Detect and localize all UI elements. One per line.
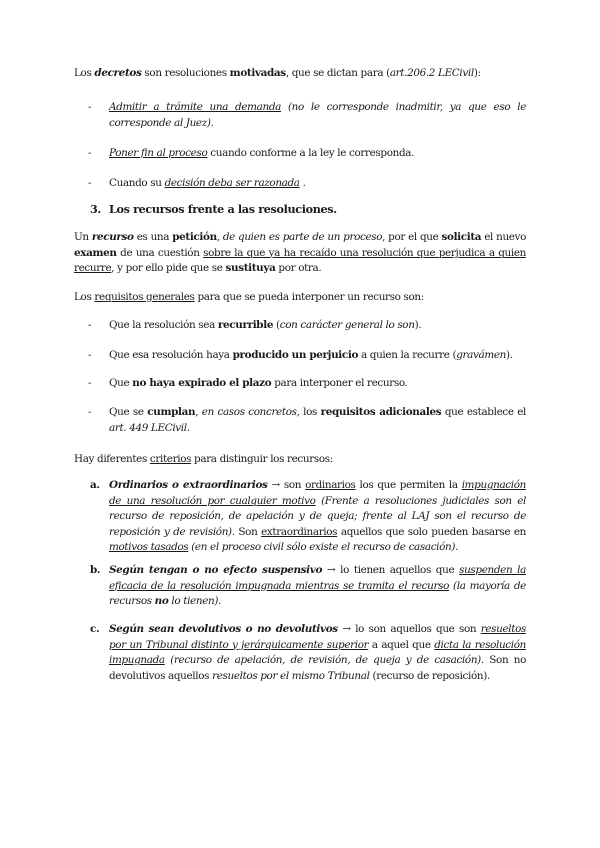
- dash-marker: -: [88, 147, 92, 159]
- dash-marker: -: [88, 319, 92, 331]
- term-motivadas: motivadas: [229, 67, 286, 79]
- section-heading: [90, 202, 337, 218]
- text: Que se: [109, 406, 148, 418]
- text: ).: [414, 319, 422, 331]
- text: para distinguir los recursos:: [191, 453, 333, 465]
- text: criterios: [149, 453, 192, 465]
- text: que establece el: [441, 406, 527, 418]
- text: Que: [109, 377, 133, 389]
- dash-marker: -: [88, 406, 92, 418]
- text: no: [154, 595, 169, 607]
- text: → son: [267, 479, 306, 491]
- text: (recurso de apelación, de revisión, de queja y de casación): [164, 654, 481, 666]
- text: ,: [195, 406, 202, 418]
- text: dicta la resolución impugnada: [109, 638, 527, 666]
- text: . Son: [231, 525, 262, 538]
- text: de una cuestión: [116, 246, 204, 259]
- list-item: [74, 146, 526, 162]
- text: cumplan: [147, 406, 196, 418]
- text: son resoluciones: [141, 67, 230, 79]
- text: requisitos adicionales: [320, 406, 442, 418]
- text: los que permiten la: [355, 479, 462, 491]
- text: . Son no devolutivos aquellos: [109, 654, 526, 682]
- requisitos-intro: [74, 290, 526, 306]
- text: en casos concretos: [201, 406, 297, 418]
- recurso-definition: [74, 230, 526, 277]
- text: .: [455, 541, 459, 553]
- text: , por el que: [382, 231, 442, 243]
- text: (Frente a resoluciones judiciales son el recurso de reposición, de apelación y de queja; frente al LAJ son el recurso de reposición y de revisión): [109, 494, 527, 538]
- text: , los: [296, 406, 321, 418]
- text: motivos tasados: [109, 541, 189, 553]
- text: resueltos por un Tribunal distinto y jerárquicamente superior: [109, 623, 526, 651]
- text: art. 449 LECivil: [109, 421, 187, 434]
- criterion-title: Según sean devolutivos o no devolutivos: [109, 623, 338, 635]
- text: Que esa resolución haya: [109, 349, 233, 361]
- article-ref: art.206.2 LECivil: [389, 67, 474, 79]
- text: no haya expirado el plazo: [132, 377, 272, 389]
- text: producido un perjuicio: [232, 349, 359, 361]
- text: extraordinarios: [261, 525, 338, 538]
- text: el nuevo: [481, 231, 527, 243]
- text: (en el proceso civil sólo existe el recurso de casación): [188, 541, 456, 553]
- term-recurso: recurso: [91, 231, 134, 243]
- list-letter: c.: [90, 623, 100, 635]
- term-solicita: solicita: [441, 231, 482, 243]
- criterion-item-b: [90, 563, 526, 610]
- decretos-intro: [74, 66, 526, 82]
- text: , que se dictan para (: [285, 67, 390, 79]
- term-sustituya: sustituya: [225, 262, 276, 274]
- text: Hay diferentes: [74, 453, 150, 465]
- list-letter: b.: [90, 564, 101, 576]
- text: ordinarios: [305, 479, 356, 491]
- text: para que se pueda interponer un recurso son:: [194, 291, 424, 303]
- text: .: [299, 177, 306, 189]
- criterios-intro: [74, 452, 526, 468]
- dash-marker: -: [88, 177, 92, 189]
- text: → lo tienen aquellos que: [322, 564, 460, 576]
- text: es una: [133, 231, 173, 243]
- text: cuando conforme a la ley le corresponda.: [207, 147, 415, 159]
- dash-marker: -: [88, 101, 92, 113]
- list-letter: a.: [90, 479, 100, 491]
- term-peticion: petición: [172, 231, 217, 243]
- criterion-item-c: [90, 622, 526, 684]
- list-item: [74, 100, 526, 131]
- text: para interponer el recurso.: [271, 377, 408, 389]
- list-item: [74, 348, 526, 364]
- text: con carácter general lo son: [279, 319, 415, 331]
- list-item: [74, 376, 526, 392]
- text: .: [186, 421, 190, 434]
- term-decretos: decretos: [94, 67, 142, 79]
- list-item: [74, 176, 526, 192]
- text: decisión deba ser razonada: [164, 177, 300, 189]
- text: Los: [74, 67, 95, 79]
- text: Admitir a trámite una demanda: [109, 101, 281, 113]
- criterion-title: Ordinarios o extraordinarios: [109, 479, 268, 491]
- text: recurrible: [217, 319, 274, 331]
- text: (no le corresponde inadmitir, ya que eso le corresponde al Juez).: [109, 101, 526, 129]
- text: Que la resolución sea: [109, 319, 218, 331]
- text: ):: [473, 67, 481, 79]
- text: gravámen: [456, 349, 506, 361]
- text: (: [273, 319, 280, 331]
- text: requisitos generales: [94, 291, 195, 303]
- text: suspenden la eficacia de la resolución impugnada mientras se tramita el recurso: [109, 564, 526, 592]
- text: a aquel que: [368, 638, 435, 651]
- text: Cuando su: [109, 177, 165, 189]
- text: resueltos por el mismo Tribunal: [212, 669, 370, 682]
- dash-marker: -: [88, 377, 92, 389]
- term-examen: examen: [74, 246, 117, 259]
- text: sobre la que ya ha recaído una resolución que perjudica a quien recurre: [74, 246, 526, 274]
- text: → lo son aquellos que son: [337, 623, 481, 635]
- text: , y por ello pide que se: [111, 262, 226, 274]
- text: (recurso de reposición).: [369, 669, 490, 682]
- criterion-item-a: [90, 478, 526, 556]
- list-item: [74, 318, 526, 334]
- text: Un: [74, 231, 92, 243]
- list-item: [74, 405, 526, 436]
- criterion-title: Según tengan o no efecto suspensivo: [109, 564, 323, 576]
- text: impugnación de una resolución por cualquier motivo: [109, 479, 527, 507]
- text: Los: [74, 291, 95, 303]
- text: a quien la recurre (: [358, 349, 457, 361]
- section-number: 3.: [90, 202, 101, 216]
- text: (la mayoría de recursos: [109, 579, 526, 607]
- text: Poner fin al proceso: [109, 147, 208, 159]
- text: por otra.: [275, 262, 322, 274]
- text: ).: [505, 349, 513, 361]
- text: lo tienen).: [168, 595, 221, 607]
- dash-marker: -: [88, 349, 92, 361]
- text: , de quien es parte de un proceso: [216, 231, 383, 243]
- text: aquellos que solo pueden basarse en: [337, 525, 526, 538]
- section-title: Los recursos frente a las resoluciones.: [109, 202, 337, 216]
